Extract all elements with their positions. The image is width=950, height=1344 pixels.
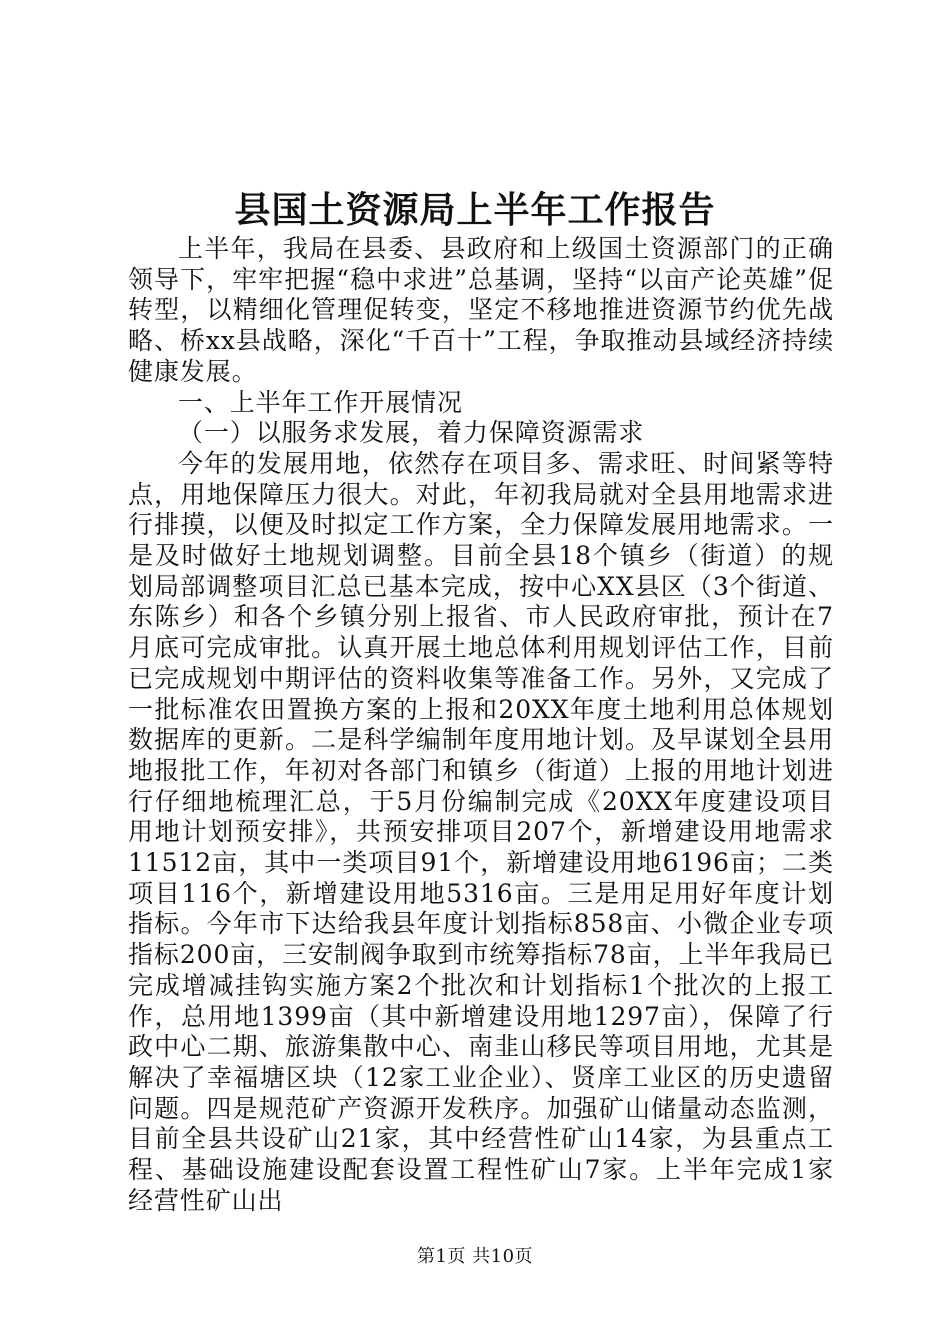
subsection-heading: （一）以服务求发展，着力保障资源需求 (178, 418, 645, 448)
document-body (128, 234, 834, 1217)
page-number: 第1页 共10页 (416, 1246, 534, 1267)
paragraph-land-use: 今年的发展用地，依然存在项目多、需求旺、时间紧等特点，用地保障压力很大。对此，年初我局就对全县用地需求进行排摸，以便及时拟定工作方案，全力保障发展用地需求。一是及时做好土地规划调整。目前全县18个镇乡（街道）的规划局部调整项目汇总已基本完成，按中心XX县区（3个街道、东陈乡）和各个乡镇分别上报省、市人民政府审批，预计在7月底可完成审批。认真开展土地总体利用规划评估工作，目前已完成规划中期评估的资料收集等准备工作。另外，又完成了一批标准农田置换方案的上报和20XX年度土地利用总体规划数据库的更新。二是科学编制年度用地计划。及早谋划全县用地报批工作，年初对各部门和镇乡（街道）上报的用地计划进行仔细地梳理汇总，于5月份编制完成《20XX年度建设项目用地计划预安排》，共预安排项目207个，新增建设用地需求11512亩，其中一类项目91个，新增建设用地6196亩；二类项目116个，新增建设用地5316亩。三是用足用好年度计划指标。今年市下达给我县年度计划指标858亩、小微企业专项指标200亩，三安制阀争取到市统筹指标78亩，上半年我局已完成增减挂钩实施方案2个批次和计划指标1个批次的上报工作，总用地1399亩（其中新增建设用地1297亩），保障了行政中心二期、旅游集散中心、南韭山移民等项目用地，尤其是解决了幸福塘区块（12家工业企业）、贤庠工业区的历史遗留问题。四是规范矿产资源开发秩序。加强矿山储量动态监测，目前全县共设矿山21家，其中经营性矿山14家，为县重点工程、基础设施建设配套设置工程性矿山7家。上半年完成1家经营性矿山出 (128, 448, 834, 1215)
document-title: 县国土资源局上半年工作报告 (234, 189, 716, 231)
paragraph-intro: 上半年，我局在县委、县政府和上级国土资源部门的正确领导下，牢牢把握“稳中求进”总基调，坚持“以亩产论英雄”促转型，以精细化管理促转变，坚定不移地推进资源节约优先战略、桥xx县战略，深化“千百十”工程，争取推动县域经济持续健康发展。 (128, 234, 834, 386)
section-heading: 一、上半年工作开展情况 (178, 387, 463, 417)
